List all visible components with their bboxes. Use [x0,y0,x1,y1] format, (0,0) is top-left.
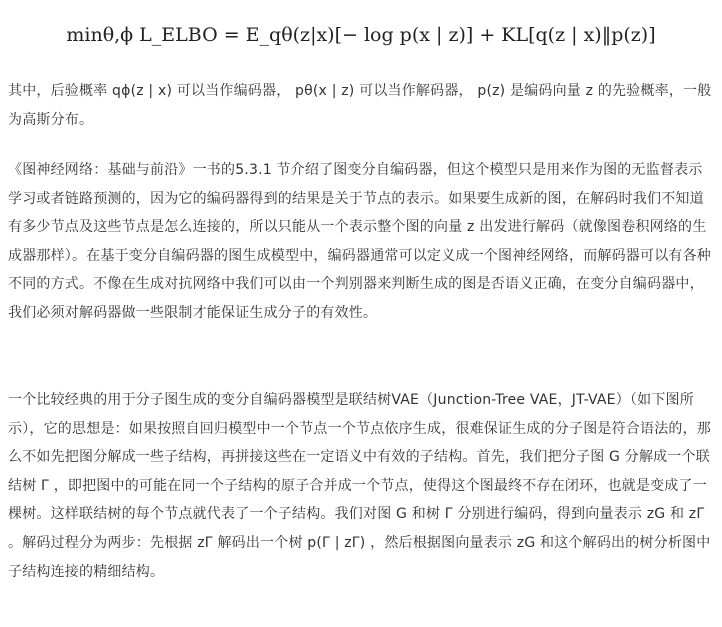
paragraph-jt-vae: 一个比较经典的用于分子图生成的变分自编码器模型是联结树VAE（Junction-Tree VAE，JT-VAE）（如下图所示），它的思想是：如果按照自回归模型中一个节点一个节点依序生成，很难保证生成的分子图是符合语法的，那么不如先把图分解成一些子结构，再拼接这些在一定语义中有效的子结构。首先，我们把分子图 G 分解成一个联结树 Γ ，即把图中的可能在同一个子结构的原子合并成一个节点，使得这个图最终不存在闭环，也就是变成了一棵树。这样联结树的每个节点就代表了一个子结构。我们对图 G 和树 Γ 分别进行编码，得到向量表示 zG 和 zΓ 。解码过程分为两步：先根据 zΓ 解码出一个树 p(Γ | zΓ) ，然后根据图向量表示 zG 和这个解码出的树分析图中子结构连接的精细结构。 [8,392,711,580]
paragraph-intro: 其中，后验概率 qϕ(z | x) 可以当作编码器， pθ(x | z) 可以当作解码器， p(z) 是编码向量 z 的先验概率，一般为高斯分布。 [8,83,712,128]
elbo-formula: minθ,ϕ L_ELBO = E_qθ(z|x)[− log p(x | z)] + KL[q(z | x)‖p(z)] [66,24,656,46]
paragraph-graph-vae: 《图神经网络：基础与前沿》一书的5.3.1 节介绍了图变分自编码器，但这个模型只是用来作为图的无监督表示学习或者链路预测的，因为它的编码器得到的结果是关于节点的表示。如果要生成新的图，在解码时我们不知道有多少节点及这些节点是怎么连接的，所以只能从一个表示整个图的向量 z 出发进行解码（就像图卷积网络的生成器那样）。在基于变分自编码器的图生成模型中，编码器通常可以定义成一个图神经网络，而解码器可以有各种不同的方式。不像在生成对抗网络中我们可以由一个判别器来判断生成的图是否语义正确，在变分自编码器中，我们必须对解码器做一些限制才能保证生成分子的有效性。 [8,162,711,321]
